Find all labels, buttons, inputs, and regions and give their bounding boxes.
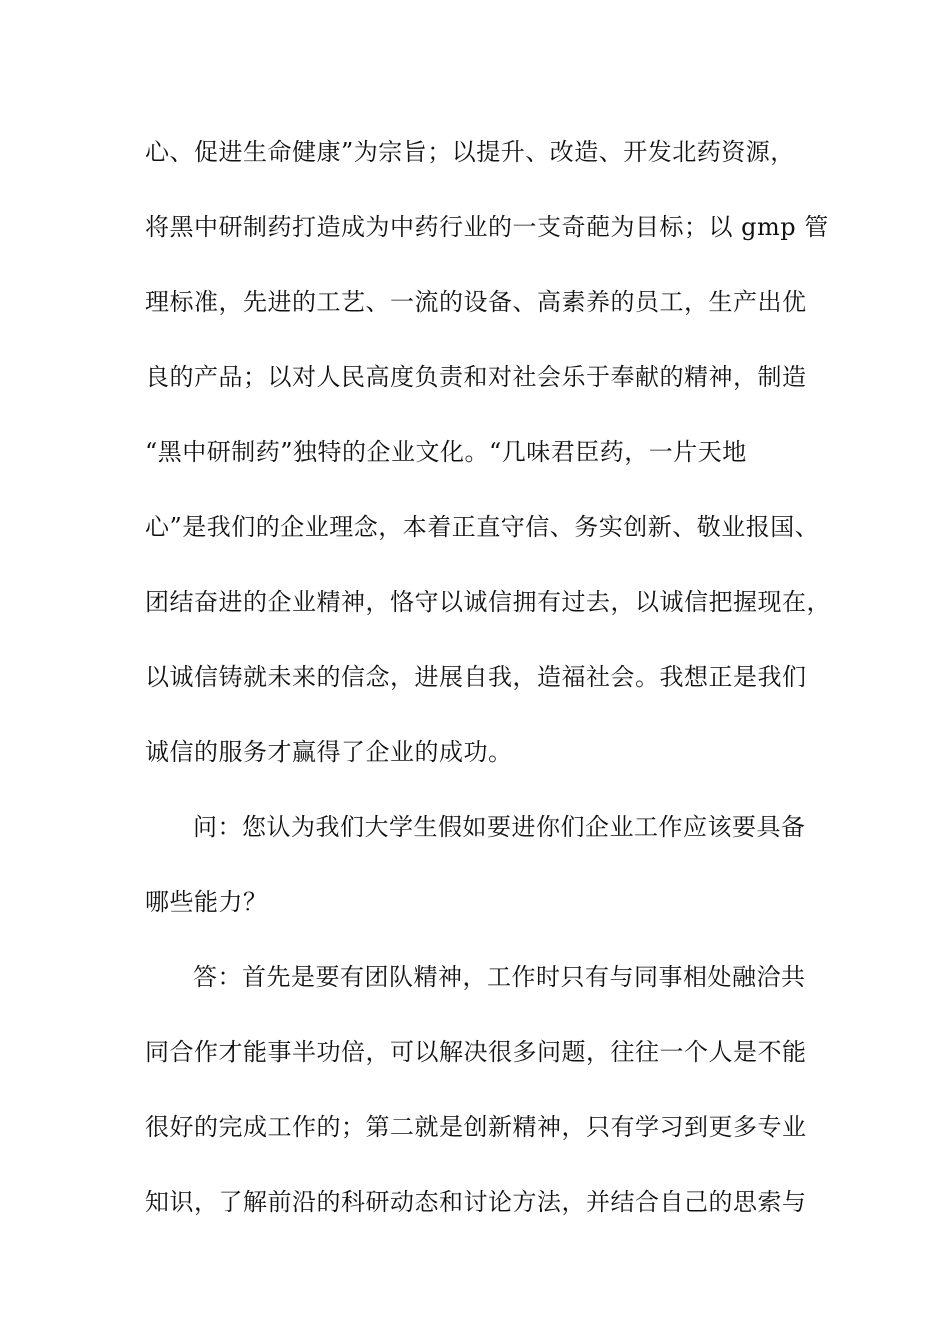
text-line: 知识，了解前沿的科研动态和讨论方法，并结合自己的思索与 bbox=[145, 1188, 807, 1216]
answer-line: 答：首先是要有团队精神，工作时只有与同事相处融洽共 bbox=[193, 963, 806, 991]
text-line: 以诚信铸就未来的信念，进展自我，造福社会。我想正是我们 bbox=[145, 663, 807, 691]
text-line: 良的产品；以对人民高度负责和对社会乐于奉献的精神，制造 bbox=[145, 363, 807, 391]
text-line: 哪些能力？ bbox=[145, 888, 268, 916]
text-line: 同合作才能事半功倍，可以解决很多问题，往往一个人是不能 bbox=[145, 1038, 807, 1066]
text-line: 心、促进生命健康”为宗旨；以提升、改造、开发北药资源， bbox=[145, 138, 795, 166]
text-line: 很好的完成工作的；第二就是创新精神，只有学习到更多专业 bbox=[145, 1113, 807, 1141]
text-line: 理标准，先进的工艺、一流的设备、高素养的员工，生产出优 bbox=[145, 288, 807, 316]
text-line: 诚信的服务才赢得了企业的成功。 bbox=[145, 738, 513, 766]
text-line: 心”是我们的企业理念，本着正直守信、务实创新、敬业报国、 bbox=[145, 513, 820, 541]
text-line: 团结奋进的企业精神，恪守以诚信拥有过去，以诚信把握现在， bbox=[145, 588, 831, 616]
text-line: 将黑中研制药打造成为中药行业的一支奇葩为目标；以 gmp 管 bbox=[145, 213, 829, 241]
text-line: “黑中研制药”独特的企业文化。“几味君臣药，一片天地 bbox=[145, 438, 747, 466]
question-line: 问：您认为我们大学生假如要进你们企业工作应该要具备 bbox=[193, 813, 806, 841]
